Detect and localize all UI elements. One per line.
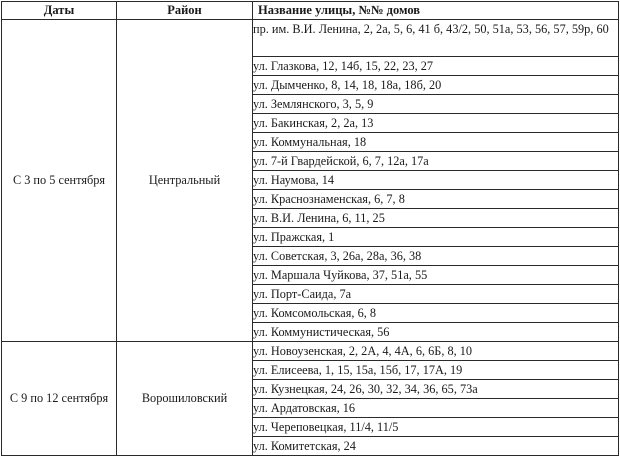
table-row [2, 20, 619, 57]
street-cell: ул. Коммунистическая, 56 [253, 323, 619, 342]
street-cell: ул. 7-й Гвардейской, 6, 7, 12а, 17а [253, 152, 619, 171]
street-cell: ул. Краснознаменская, 6, 7, 8 [253, 190, 619, 209]
district-cell: Центральный [117, 20, 253, 342]
street-cell: ул. Комсомольская, 6, 8 [253, 304, 619, 323]
street-cell: ул. Новоузенская, 2, 2А, 4, 4А, 6, 6Б, 8, 10 [253, 342, 619, 361]
street-cell: ул. Наумова, 14 [253, 171, 619, 190]
street-cell: ул. Порт-Саида, 7а [253, 285, 619, 304]
dates-cell: С 3 по 5 сентября [2, 20, 117, 342]
street-cell: ул. Пражская, 1 [253, 228, 619, 247]
street-cell: ул. Ардатовская, 16 [253, 399, 619, 418]
schedule-table [1, 1, 619, 456]
street-cell: ул. Землянского, 3, 5, 9 [253, 95, 619, 114]
header-district: Район [117, 2, 253, 20]
street-cell: ул. Комитетская, 24 [253, 437, 619, 456]
header-streets: Название улицы, №№ домов [253, 2, 619, 20]
district-cell: Ворошиловский [117, 342, 253, 456]
street-cell: ул. Дымченко, 8, 14, 18, 18а, 18б, 20 [253, 76, 619, 95]
street-cell: пр. им. В.И. Ленина, 2, 2а, 5, 6, 41 б, 43/2, 50, 51а, 53, 56, 57, 59р, 60 [253, 20, 619, 57]
street-cell: ул. Маршала Чуйкова, 37, 51а, 55 [253, 266, 619, 285]
street-cell: ул. Коммунальная, 18 [253, 133, 619, 152]
header-dates: Даты [2, 2, 117, 20]
street-cell: ул. Бакинская, 2, 2а, 13 [253, 114, 619, 133]
street-cell: ул. Советская, 3, 26а, 28а, 36, 38 [253, 247, 619, 266]
street-cell: ул. Череповецкая, 11/4, 11/5 [253, 418, 619, 437]
street-cell: ул. Кузнецкая, 24, 26, 30, 32, 34, 36, 65, 73а [253, 380, 619, 399]
street-cell: ул. Елисеева, 1, 15, 15а, 15б, 17, 17А, 19 [253, 361, 619, 380]
table-row [2, 342, 619, 361]
header-row [2, 2, 619, 20]
street-cell: ул. Глазкова, 12, 14б, 15, 22, 23, 27 [253, 57, 619, 76]
dates-cell: С 9 по 12 сентября [2, 342, 117, 456]
street-cell: ул. В.И. Ленина, 6, 11, 25 [253, 209, 619, 228]
